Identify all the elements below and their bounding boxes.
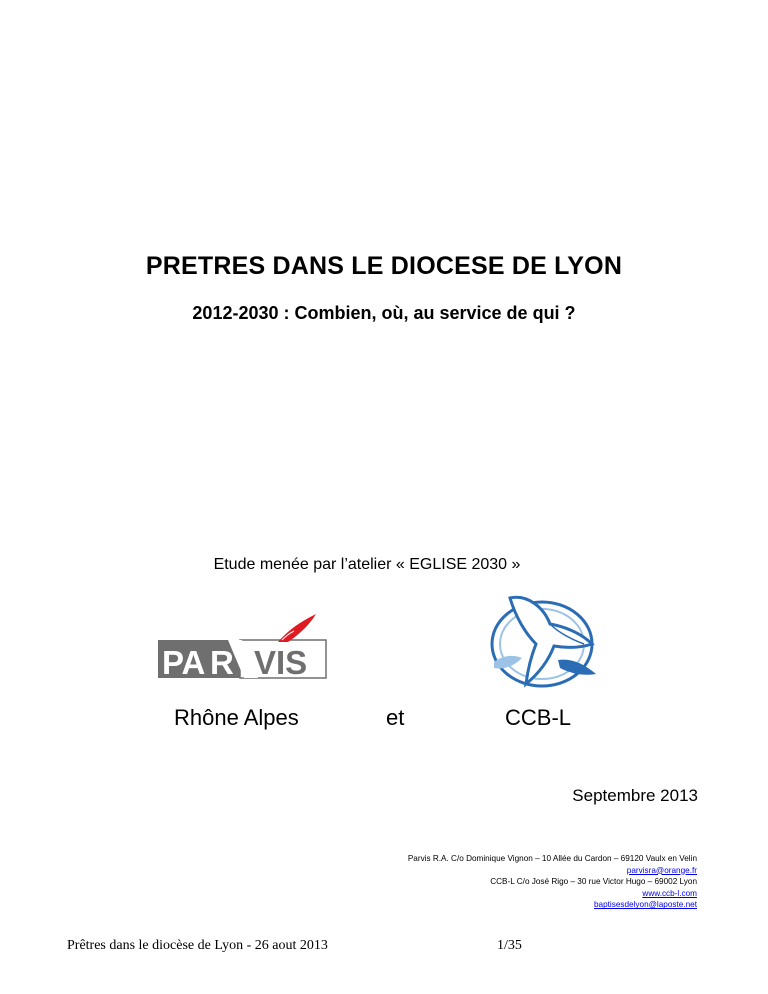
study-line: Etude menée par l’atelier « EGLISE 2030 » [213, 556, 521, 573]
document-subtitle: 2012-2030 : Combien, où, au service de qui ? [192, 303, 576, 323]
svg-text:VIS: VIS [254, 644, 308, 681]
email-link-parvis[interactable]: parvisra@orange.fr [626, 865, 697, 875]
label-et: et [386, 705, 405, 730]
parvis-logo-icon [158, 614, 330, 686]
footer-divider [67, 930, 701, 931]
ccbl-logo-icon [488, 588, 600, 692]
website-link-ccbl[interactable]: www.ccb-l.com [642, 888, 697, 898]
page-number: 1/35 [497, 938, 522, 953]
svg-text:PA: PA [162, 644, 206, 681]
email-link-ccbl[interactable]: baptisesdelyon@laposte.net [594, 900, 697, 910]
label-rhone-alpes: Rhône Alpes [174, 705, 299, 730]
contact-line-ccbl: CCB-L C/o José Rigo – 30 rue Victor Hugo – 69002 Lyon [490, 877, 697, 887]
svg-text:R: R [210, 644, 234, 681]
contact-line-parvis: Parvis R.A. C/o Dominique Vignon – 10 Allée du Cardon – 69120 Vaulx en Velin [407, 854, 697, 863]
document-date: Septembre 2013 [572, 786, 698, 805]
contact-block [408, 853, 697, 911]
document-title: PRETRES DANS LE DIOCESE DE LYON [145, 252, 623, 280]
footer-text: Prêtres dans le diocèse de Lyon - 26 aout 2013 [67, 938, 328, 953]
label-ccbl: CCB-L [505, 705, 572, 730]
